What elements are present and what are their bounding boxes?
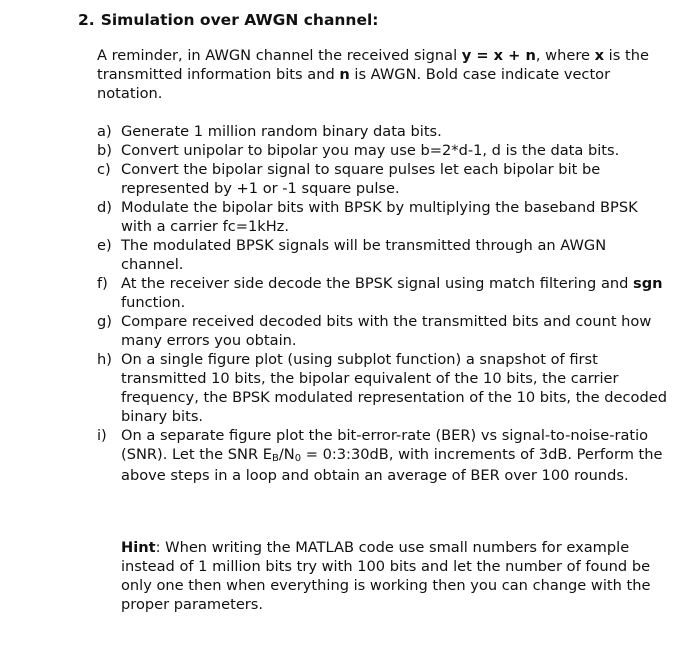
section-number: 2.	[78, 11, 95, 29]
item-text-part: /N	[278, 446, 295, 463]
list-item	[97, 426, 672, 485]
task-list	[97, 122, 672, 485]
item-text-part: On a separate figure plot the bit-error-rate (BER) vs signal-to-noise-ratio (SNR). Let the SNR E	[121, 427, 649, 463]
intro-paragraph	[97, 46, 672, 103]
item-text-part: = 0:3:30dB, with increments of 3dB. Perform the above steps in a loop and obtain an average of BER over 100 rounds.	[121, 446, 663, 484]
list-item	[97, 312, 672, 350]
hint-paragraph	[121, 538, 666, 614]
intro-text-2: , where	[535, 47, 595, 64]
item-letter: a)	[97, 123, 112, 140]
list-item	[97, 198, 672, 236]
item-text: Generate 1 million random binary data bits.	[121, 123, 442, 140]
item-text-part: function.	[121, 294, 186, 311]
intro-text-1: A reminder, in AWGN channel the received signal	[97, 47, 462, 64]
list-item	[97, 236, 672, 274]
list-item	[97, 141, 672, 160]
subscript-b: B	[271, 453, 279, 464]
intro-var-x: x	[594, 47, 605, 64]
section-title: Simulation over AWGN channel:	[100, 11, 379, 29]
item-letter: c)	[97, 161, 111, 178]
item-text	[121, 274, 672, 312]
item-text: The modulated BPSK signals will be transmitted through an AWGN channel.	[121, 237, 607, 273]
list-item	[97, 350, 672, 426]
item-text: On a single figure plot (using subplot function) a snapshot of first transmitted 10 bits, the bipolar equivalent of the 10 bits, the carrier frequency, the BPSK modulated representation of the 10 bits, the decoded binary bits.	[121, 351, 667, 425]
item-text: Convert the bipolar signal to square pulses let each bipolar bit be represented by +1 or -1 square pulse.	[121, 161, 601, 197]
intro-equation: y = x + n	[461, 47, 536, 64]
sgn-keyword: sgn	[633, 275, 663, 292]
intro-text-4: is AWGN. Bold case indicate vector notation.	[97, 66, 611, 102]
hint-label: Hint	[121, 539, 156, 556]
item-text	[121, 426, 672, 485]
item-text-part: At the receiver side decode the BPSK signal using match filtering and	[121, 275, 634, 292]
item-letter: d)	[97, 199, 112, 216]
section-heading	[78, 11, 379, 30]
list-item	[97, 122, 672, 141]
intro-text-3: is the transmitted information bits and	[97, 47, 649, 83]
item-letter: b)	[97, 142, 112, 159]
item-text: Convert unipolar to bipolar you may use b=2*d-1, d is the data bits.	[121, 142, 620, 159]
item-letter: g)	[97, 313, 112, 330]
hint-text: : When writing the MATLAB code use small numbers for example instead of 1 million bits try with 100 bits and let the number of found be only one then when everything is working then you can change with the proper parameters.	[121, 539, 651, 613]
item-text: Compare received decoded bits with the transmitted bits and count how many errors you obtain.	[121, 313, 652, 349]
list-item	[97, 274, 672, 312]
item-letter: i)	[97, 427, 107, 444]
item-letter: h)	[97, 351, 112, 368]
subscript-0: 0	[294, 453, 302, 464]
item-text: Modulate the bipolar bits with BPSK by multiplying the baseband BPSK with a carrier fc=1kHz.	[121, 199, 638, 235]
intro-var-n: n	[339, 66, 350, 83]
item-letter: e)	[97, 237, 112, 254]
item-letter: f)	[97, 275, 108, 292]
list-item	[97, 160, 672, 198]
